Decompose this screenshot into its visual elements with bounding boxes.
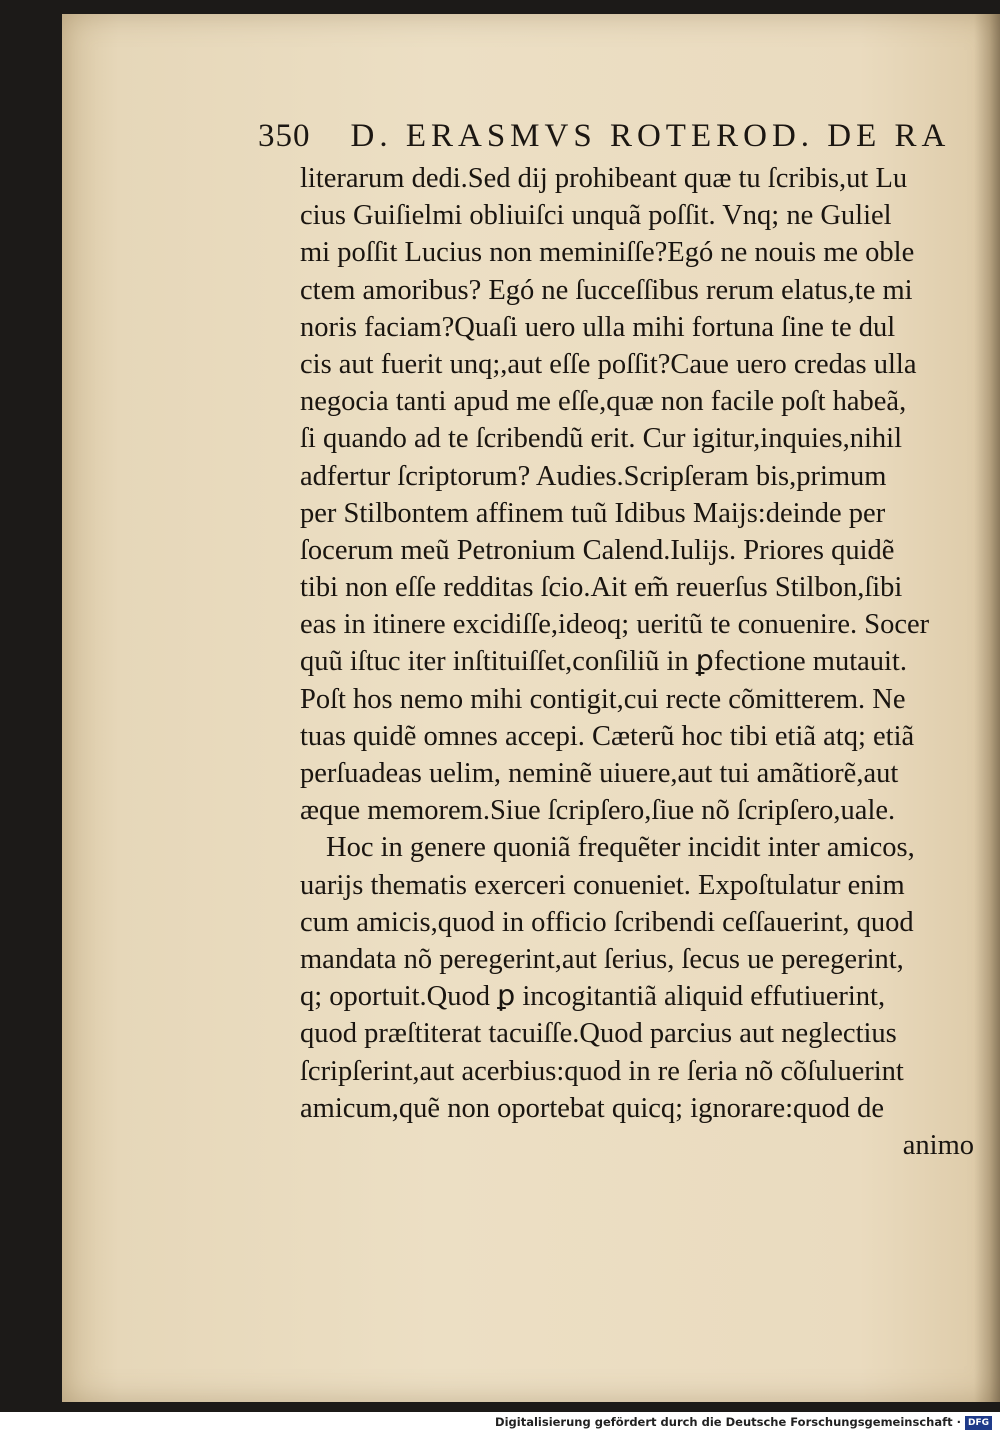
body-text	[300, 160, 980, 1164]
text-line: Hoc in genere quoniã frequẽter incidit inter amicos,	[326, 832, 915, 864]
text-line: amicum,quẽ non oportebat quicq; ignorare:quod de	[300, 1092, 885, 1124]
text-line: quod præſtiterat tacuiſſe.Quod parcius aut neglectius	[300, 1018, 897, 1050]
footer-credit: Digitalisierung gefördert durch die Deutsche Forschungsgemeinschaft ·	[495, 1415, 961, 1429]
text-line: ſocerum meũ Petronium Calend.Iulijs. Priores quidẽ	[300, 534, 895, 566]
text-line: quũ iſtuc iter inſtituiſſet,conſiliũ in ꝑfectione mutauit.	[300, 646, 907, 678]
text-line: perſuadeas uelim, neminẽ uiuere,aut tui amãtiorẽ,aut	[300, 758, 899, 789]
page-number: 350	[258, 118, 311, 154]
text-line: per Stilbontem affinem tuũ Idibus Maijs:deinde per	[300, 497, 886, 529]
text-line: ctem amoribus? Egó ne ſucceſſibus rerum elatus,te mi	[300, 274, 913, 306]
text-line: literarum dedi.Sed dij prohibeant quæ tu ſcribis,ut Lu	[300, 163, 908, 194]
digitization-footer	[0, 1412, 1000, 1433]
text-line: æque memorem.Siue ſcripſero,ſiue nõ ſcripſero,uale.	[300, 795, 896, 827]
text-line: Poſt hos nemo mihi contigit,cui recte cõmitterem. Ne	[300, 683, 906, 715]
text-line: tuas quidẽ omnes accepi. Cæterũ hoc tibi etiã atq; etiã	[300, 720, 915, 752]
text-line: mi poſſit Lucius non meminiſſe?Egó ne nouis me oble	[300, 237, 915, 269]
text-line: negocia tanti apud me eſſe,quæ non facile poſt habeã,	[300, 386, 907, 418]
text-line: cius Guiſielmi obliuiſci unquã poſſit. Vnq; ne Guliel	[300, 200, 892, 232]
text-line: uarijs thematis exerceri conueniet. Expoſtulatur enim	[300, 869, 905, 901]
catchword: animo	[902, 1129, 974, 1161]
text-line: cum amicis,quod in officio ſcribendi ceſſauerint, quod	[300, 906, 914, 938]
text-line: q; oportuit.Quod ꝑ incogitantiã aliquid effutiuerint,	[300, 981, 886, 1013]
text-line: ſi quando ad te ſcribendũ erit. Cur igitur,inquies,nihil	[300, 423, 902, 455]
text-line: adfertur ſcriptorum? Audies.Scripſeram bis,primum	[300, 460, 887, 492]
running-head-title: D. ERASMVS ROTEROD. DE RA	[350, 118, 951, 154]
text-line: cis aut fuerit unq;,aut eſſe poſſit?Caue uero credas ulla	[300, 348, 917, 380]
running-header	[258, 118, 958, 155]
dfg-logo: DFG	[965, 1416, 992, 1430]
text-line: ſcripſerint,aut acerbius:quod in re ſeria nõ cõſuluerint	[300, 1055, 904, 1087]
text-line: eas in itinere excidiſſe,ideoq; ueritũ te conuenire. Socer	[300, 609, 930, 641]
text-line: tibi non eſſe redditas ſcio.Ait em̃ reuerſus Stilbon,ſibi	[300, 572, 903, 604]
text-line: mandata nõ peregerint,aut ſerius, ſecus ue peregerint,	[300, 943, 904, 975]
text-line: noris faciam?Quaſi uero ulla mihi fortuna ſine te dul	[300, 311, 896, 343]
